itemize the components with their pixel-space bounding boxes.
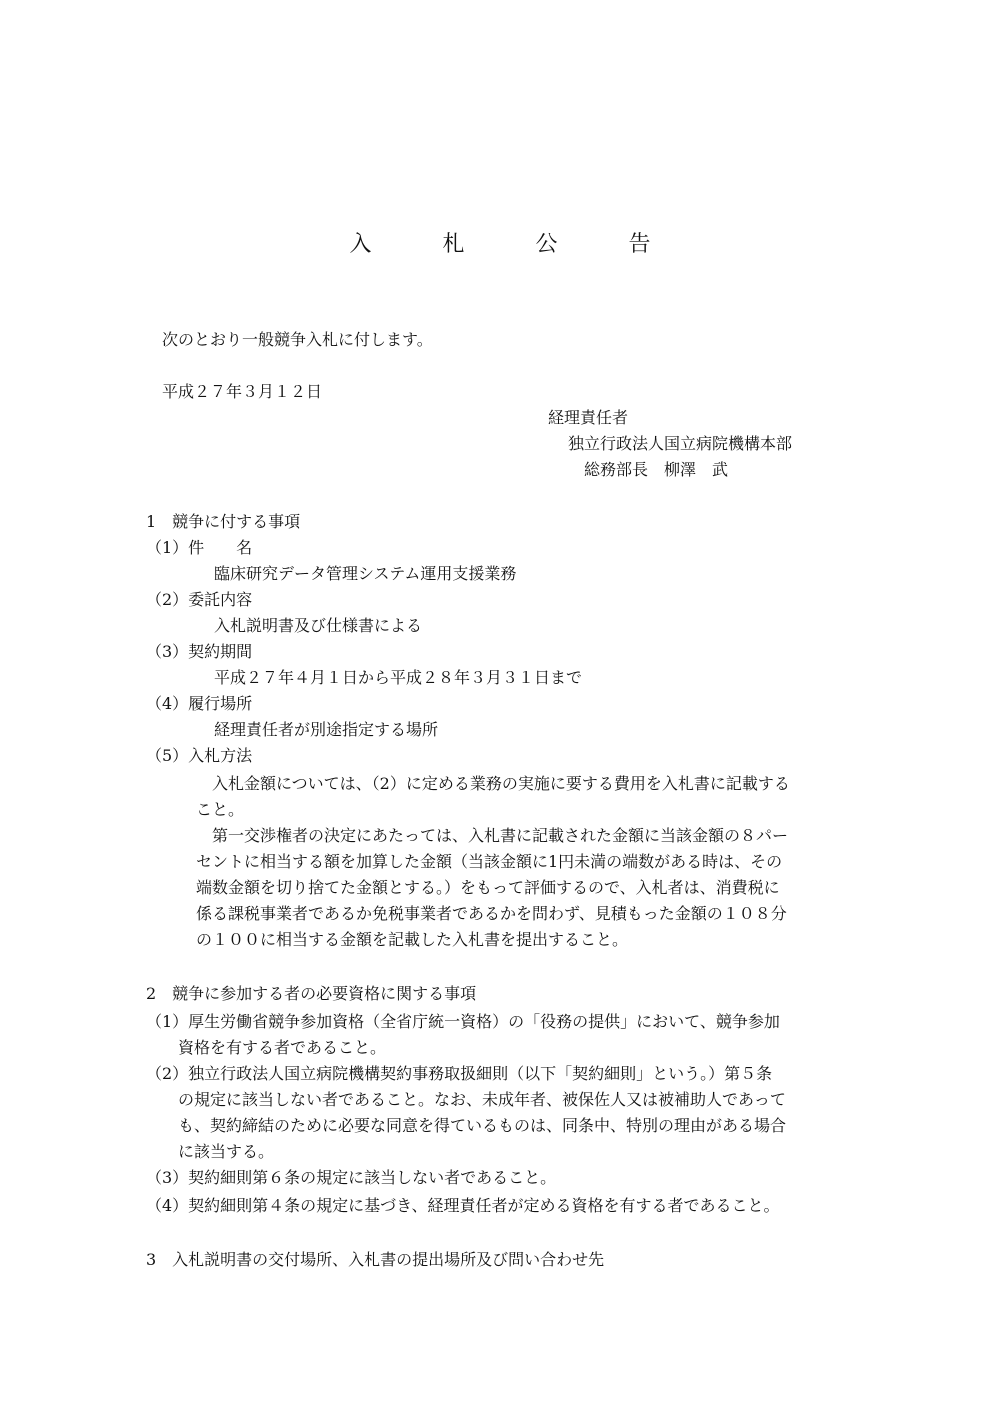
requirement-line: に該当する。: [146, 1142, 275, 1161]
requirement-line: の規定に該当しない者であること。なお、未成年者、被保佐人又は被補助人であって: [146, 1090, 786, 1109]
intro-text: 次のとおり一般競争入札に付します。: [162, 330, 433, 349]
item-label: （1）件 名: [146, 538, 253, 557]
method-line: の１００に相当する金額を記載した入札書を提出すること。: [196, 930, 629, 949]
requirement-line: も、契約締結のために必要な同意を得ているものは、同条中、特別の理由がある場合: [146, 1116, 787, 1135]
method-line: こと。: [196, 800, 245, 819]
method-line: 第一交渉権者の決定にあたっては、入札書に記載された金額に当該金額の８パー: [196, 826, 789, 845]
requirement-line: （1）厚生労働省競争参加資格（全省庁統一資格）の「役務の提供」において、競争参加: [146, 1012, 780, 1031]
method-line: 入札金額については、（2）に定める業務の実施に要する費用を入札書に記載する: [196, 774, 790, 793]
item-label: （2）委託内容: [146, 590, 253, 609]
item-text: 経理責任者が別途指定する場所: [214, 720, 439, 739]
item-text: 入札説明書及び仕様書による: [214, 616, 423, 635]
requirement-line: （4）契約細則第４条の規定に基づき、経理責任者が定める資格を有する者であること。: [146, 1196, 780, 1215]
issuer-org: 独立行政法人国立病院機構本部: [568, 434, 793, 453]
section2-heading: 2 競争に参加する者の必要資格に関する事項: [146, 984, 477, 1003]
item-label: （5）入札方法: [146, 746, 253, 765]
method-line: セントに相当する額を加算した金額（当該金額に1円未満の端数がある時は、その: [196, 852, 783, 871]
notice-date: 平成２７年３月１２日: [162, 382, 323, 401]
method-line: 端数金額を切り捨てた金額とする。）をもって評価するので、入札者は、消費税に: [196, 878, 780, 897]
requirement-line: 資格を有する者であること。: [146, 1038, 387, 1057]
page-title: 入 札 公 告: [349, 232, 683, 257]
item-text: 臨床研究データ管理システム運用支援業務: [214, 564, 517, 583]
section3-heading: 3 入札説明書の交付場所、入札書の提出場所及び問い合わせ先: [146, 1250, 605, 1269]
issuer-person: 総務部長 柳澤 武: [584, 460, 729, 479]
requirement-line: （2）独立行政法人国立病院機構契約事務取扱細則（以下「契約細則」という。）第５条: [146, 1064, 773, 1083]
section1-heading: 1 競争に付する事項: [146, 512, 301, 531]
item-label: （3）契約期間: [146, 642, 253, 661]
requirement-line: （3）契約細則第６条の規定に該当しない者であること。: [146, 1168, 557, 1187]
item-text: 平成２７年４月１日から平成２８年３月３１日まで: [214, 668, 583, 687]
method-line: 係る課税事業者であるか免税事業者であるかを問わず、見積もった金額の１０８分: [196, 904, 787, 923]
item-label: （4）履行場所: [146, 694, 253, 713]
issuer-role: 経理責任者: [548, 408, 629, 427]
